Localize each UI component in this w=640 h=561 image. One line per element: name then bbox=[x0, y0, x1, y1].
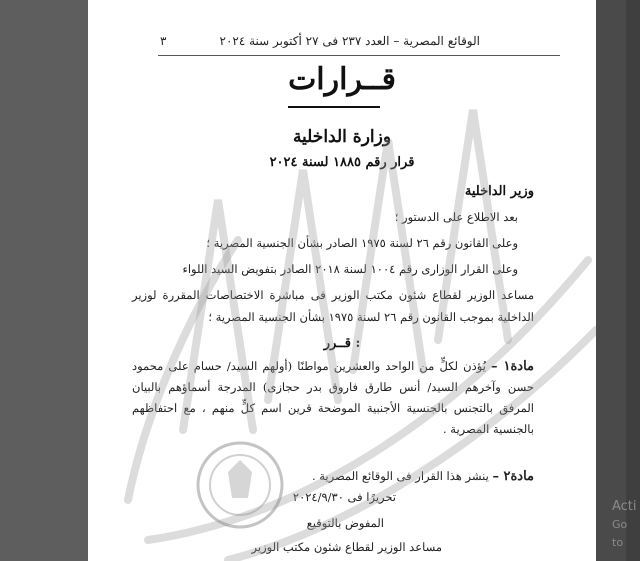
article-2-text: ينشر هذا القرار فى الوقائع المصرية . bbox=[311, 469, 489, 483]
signature-line-2: مساعد الوزير لقطاع شئون مكتب الوزير bbox=[251, 540, 442, 554]
article-2 bbox=[132, 466, 534, 487]
article-2-label: مادة٢ – bbox=[492, 469, 534, 484]
date-line: تحريرًا فى ٢٠٢٤/٩/٣٠ bbox=[292, 490, 396, 504]
preamble-line-1: بعد الاطلاع على الدستور ؛ bbox=[394, 210, 518, 224]
header-rule bbox=[158, 55, 560, 56]
windows-activation-watermark bbox=[612, 498, 640, 552]
viewer-scrollbar[interactable] bbox=[626, 0, 640, 561]
preamble-line-2: وعلى القانون رقم ٢٦ لسنة ١٩٧٥ الصادر بشأن الجنسية المصرية ؛ bbox=[206, 236, 518, 250]
decided-label: قــرر : bbox=[323, 336, 361, 351]
minister-label: وزير الداخلية bbox=[464, 184, 534, 199]
activation-title: Acti bbox=[612, 499, 637, 514]
article-1 bbox=[132, 356, 534, 440]
article-1-text: يُؤذن لكلٍّ من الواحد والعشرين مواطنًا (أولهم السيد/ حسام على محمود حسن وآخرهم السيد/ أنس طارق فاروق بدر حجازى) المدرجة أسماؤهم بالبيان المرفق بالتجنس بالجنسية الأجنبية الموضحة قرين اسم كلٍّ منهم ، مع احتفاظهم بالجنسية المصرية . bbox=[132, 359, 534, 436]
section-title: قــرارات bbox=[288, 62, 396, 97]
page-header bbox=[88, 30, 596, 52]
article-1-label: مادة١ – bbox=[490, 359, 535, 374]
decree-number: قرار رقم ١٨٨٥ لسنة ٢٠٢٤ bbox=[269, 155, 415, 170]
activation-subtitle: Go to bbox=[612, 518, 628, 549]
signature-line-1: المفوض بالتوقيع bbox=[306, 516, 384, 530]
ministry-name: وزارة الداخلية bbox=[292, 127, 392, 147]
viewer-left-margin bbox=[0, 0, 88, 561]
preamble-line-3: وعلى القرار الوزارى رقم ١٠٠٤ لسنة ٢٠١٨ الصادر بتفويض السيد اللواء bbox=[182, 262, 518, 276]
preamble-line-4: مساعد الوزير لقطاع شئون مكتب الوزير فى مباشرة الاختصاصات المقررة لوزير الداخلية بموجب القانون رقم ٢٦ لسنة ١٩٧٥ بشأن الجنسية المصرية ؛ bbox=[132, 288, 534, 324]
running-title: الوقائع المصرية – العدد ٢٣٧ فى ٢٧ أكتوبر سنة ٢٠٢٤ bbox=[219, 34, 480, 48]
section-title-underline bbox=[288, 106, 380, 108]
page-number: ٣ bbox=[160, 34, 167, 48]
document-page bbox=[88, 0, 596, 561]
